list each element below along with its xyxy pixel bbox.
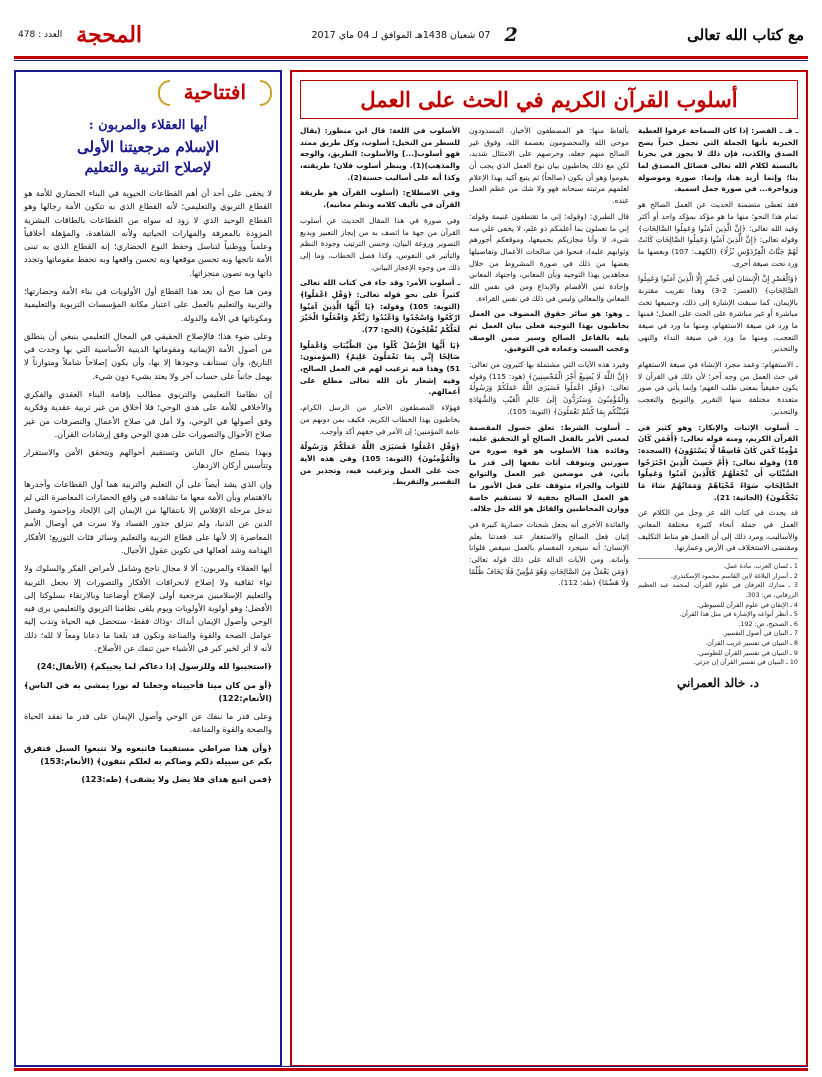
editorial-badge (24, 78, 272, 108)
article-footnotes (638, 558, 798, 668)
page-body (14, 70, 808, 1067)
paragraph: فهؤلاء المصطفون الأخيار من الرسل الكرام، يخاطبون بهذا الخطاب الكريم، فكيف بمن دونهم من عامة المؤمنين؛ إن الأمر في حقهم آكد وأوجب. (300, 403, 460, 436)
paragraph: بألفاظ منها: هو المصطفون الأخيار، المسدودون موحى الله والمحصومون بعصمة الله، وفوق غير الصالح منهم جعله، وحرصهم على الامتثال شديد، لكن مع ذلك يخاطبون بيان نوع العمل الذي يجب أن يقوموا وهو أن يكون (صالحاً) ثم يتبع أكيد بهذا الإعلام لعلمهم مرتبته سبحانه فهو ولا شك من عظم العمل عنده. (469, 126, 629, 206)
editorial-verse: ﴿أو من كان ميتا فأحييناه وجعلنا له نورا يمشي به في الناس﴾ (الأنعام:122) (24, 679, 272, 703)
footnote-item: 1 ـ لسان العرب، مادة عمل. (723, 562, 798, 571)
paragraph: فقد تعطى متضمنة الحديث عن العمل الصالح هو تمام هذا النحو؛ منها ما هو مؤكد بمؤكد واحد أو أكثر وقيد الله تعالى: ﴿إِنَّ الَّذِينَ آمَنُوا وَعَمِلُوا الصَّالِحَاتِ﴾ وقوله تعالى: ﴿إِنَّ الَّذِينَ آمَنُوا وَعَمِلُوا الصَّالِحَاتِ كَانَتْ لَهُمْ جَنَّاتُ الْفِرْدَوْسِ نُزُلًا﴾ (الكهف: 107) وبعضها ما ورد تحت صيغة أخرى. (638, 200, 798, 268)
editorial-title (24, 116, 272, 179)
paragraph: والفائدة الأخرى أنه يجعل شحنات حصارية كبيرة في إتيان فعل الصالح والاستغفار عند قعدتنا بعلم الإنسان؛ أنه سيجرد المقسام بالعمل سيقص قلوانا وأمانه. ومن الآيات الدالة على ذلك قوله تعالى: ﴿وَمَن يَعْمَلْ مِنَ الصَّالِحَاتِ وَهُوَ مُؤْمِنٌ فَلَا يَخَافُ ظُلْمًا وَلَا هَضْمًا﴾ (طه: 112). (469, 520, 629, 588)
editorial-verse: ﴿استجيبوا لله وللرسول إذا دعاكم لما يحييكم﴾ (الأنفال:24) (36, 661, 272, 672)
masthead (0, 12, 822, 58)
footnote-item: 2 ـ أسرار البلاغة لابن القاسم محمود الإسكندري. (670, 571, 798, 580)
footnote-item: 10 ـ التبيان في تفسير القرآن إن جزئي. (693, 658, 798, 667)
article-columns (300, 125, 798, 693)
masthead-right (687, 26, 804, 44)
paragraph: وعلى قدر ما ننفك عن الوحي وأصول الإيمان على قدر ما نفقد الحياة والصحة والقوة والمناعة. (24, 711, 272, 735)
article-title: أسلوب القرآن الكريم في الحث على العمل (360, 87, 738, 112)
editorial-verse: ﴿فمن اتبع هداي فلا يضل ولا يشقى﴾ (طه:123) (81, 774, 272, 785)
masthead-rule-red (14, 56, 808, 59)
paragraph: وإن الذي يشد أيضاً على أن التعليم والتربية هما أول القطاعات وأجدرها بالاهتمام وبأن الأمة معها ما تشاهده في واقع الحضارات المعاصرة التي لم تدخل مرحلة الإفلاس إلا بانتقالها من الإيمان إلى الإلحاد وبإحمود وفصل الدين عن الدنيا، ولم تنزلق جذور الفساد ولا سرت في أوصال الأمم المعاصرة إلا لأنها على قطاع التربية والتعليم وسائر فئات التوزيع؛ الأفكار الهدامة وشد أفعالها في تكوين عقول الأجيال. (24, 478, 272, 556)
footnote-item: 3 ـ مدارك العرفان في علوم القرآن، لمحمد عبد العظيم الزرقاني، ص: 303. (638, 581, 798, 599)
issue-number: العدد : 478 (18, 30, 63, 40)
paragraph: وبهذا ينصلح حال الناس وتستقيم أحوالهم ويتحقق الأمن والاستقرار وتتأسس أركان الازدهار. (24, 447, 272, 471)
footnote-item: 5 ـ أنظر أنواعه والإشارة في مثل هذا القرآن. (679, 610, 798, 619)
article-author: د. خالد العمراني (677, 675, 759, 690)
editorial-body (24, 187, 272, 787)
paragraph: ﴿يَا أَيُّهَا الرُّسُلُ كُلُوا مِنَ الطَّيِّبَاتِ وَاعْمَلُوا صَالِحًا إِنِّي بِمَا تَعْمَلُونَ عَلِيمٌ﴾ (المؤمنون: 51) وهذا فيه ترغيب لهم في العمل الصالح، وفيه إشعار بأن الله تعالى مطلع على أعمالهم. (300, 340, 460, 397)
footnote-item: 7 ـ البيان في أصول التفسير. (722, 629, 798, 638)
paragraph: ـ الاستفهام: وعمد مجرد الإنشاء في صيغة الاستفهام في حث العمل من وجه آخر؛ لأن ذلك في القرآن لا يكون حقيقياً بمعنى طلب الفهم؛ وإنما يأتي في صور متعددة مختلفة منها التقرير والتوبيخ والتعجب والتحذير. (638, 360, 798, 416)
paragraph: لا يخفى على أحد أن أهم القطاعات الحيوية في البناء الحضاري للأمة هو القطاع التربوي والتعليمي؛ لأنه القطاع الذي به تتكون الأمة رجالها وهو القطاع الوحيد الذي لا زود له سواه من القطاعات بالطاقات البشرية المزودة بالمعرفة والمهارات الحياتية ولأنه الشاهدة، والمؤهلة أخلاقياً وعلمياً ووطنياً لتناسل وحفظ النوع الحضاري؛ إنه القطاع الذي به تبنى الأمة ناتجها وبه تحسن موقعها وبه تحسن واقعها وبه تحفظ مقوماتها وتجدد ذاتها وبه تصون منجزاتها. (24, 188, 272, 278)
paragraph: ومن هنا صح أن يعد هذا القطاع أول الأولويات في بناء الأمة وحضارتها؛ والتربية والتعليم بالعمل على اعتبار مكانة المؤسسات التربوية والتعليمية ومكوناتها في الأمة والدولة. (24, 285, 272, 323)
footnote-item: 4 ـ الإتقان في علوم القرآن للسيوطي. (696, 600, 798, 609)
editorial-verse: ﴿وأن هذا صراطي مستقيما فاتبعوه ولا تتبعوا السبل فتفرق بكم عن سبيله ذلكم وصاكم به لعلكم تتقون﴾ (الأنعام:153) (24, 742, 272, 766)
paragraph: وعلى ضوء هذا؛ فالإصلاح الحقيقي في المجال التعليمي ينبغي أن ينطلق من أصول الأمة الإيمانية ومقوماتها الدينية الأساسية التي بها وجدت في التاريخ، وأن تستأنف وجودها إلا بها، وأن يكون إصلاحاً شاملاً ومتوازناً لا يهمل جانباً على حساب آخر ولا يعتد بشيء دون شيء. (24, 330, 272, 381)
newspaper-logo: المحجة (76, 22, 143, 48)
paragraph: ـ أسلوب الإثبات والإنكار: وهو كثير في القرآن الكريم، ومنه قوله تعالى: ﴿أَفَمَن كَانَ مُؤْمِنًا كَمَن كَانَ فَاسِقًا لَّا يَسْتَوُونَ﴾ (السجدة: 18) وقوله تعالى: ﴿أَمْ حَسِبَ الَّذِينَ اجْتَرَحُوا السَّيِّئَاتِ أَن نَّجْعَلَهُمْ كَالَّذِينَ آمَنُوا وَعَمِلُوا الصَّالِحَاتِ سَوَاءً مَّحْيَاهُمْ وَمَمَاتُهُمْ سَاءَ مَا يَحْكُمُونَ﴾ (الجاثية: 21). (638, 422, 798, 502)
editorial-badge-label: افتتاحية (183, 80, 246, 104)
paragraph: الأسلوب في اللغة: قال ابن منظور: (يقال للسطر من النخيل: أسلوب، وكل طريق ممتد فهو أسلوب[...] والأسلوب: الطريق، والوجه والمذهب)(1). وينظر أسلوب فلان؛ طريقته، وكذا أنه على أساليب حسنة(2). (300, 126, 460, 182)
issue-date: 07 شعبان 1438هـ الموافق لـ 04 ماي 2017 (311, 29, 491, 41)
masthead-bismillah: مع كتاب الله تعالى (687, 26, 804, 44)
editorial-title-line-3: لإصلاح التربية والتعليم (84, 160, 212, 176)
article-column-1 (638, 125, 798, 693)
paragraph: قد يحدث في كتاب الله عز وجل من الكلام عن العمل في جملة أنحاء كثيرة مختلفة المعاني والأساليب، ومرد ذلك إلى أن العمل هو مناط التكليف ومقتضى الاستخلاف في الأرض وعمارتها. (638, 508, 798, 553)
footnote-item: 6 ـ الصحيح، ص: 192. (738, 619, 798, 628)
editorial-title-line-2: الإسلام مرجعيتنا الأولى (77, 137, 219, 156)
article-column-2 (469, 125, 629, 693)
paragraph: ﴿وَالْعَصْرِ إِنَّ الْإِنسَانَ لَفِي خُسْرٍ إِلَّا الَّذِينَ آمَنُوا وَعَمِلُوا الصَّالِحَاتِ﴾ (العصر: 2-3) وهذا تقريب مقترنة بالإيمان، كما سبقت الإشارة إلى ذلك، وجميعها تحث مباشرة أو غير مباشرة على الحث على العمل؛ فمنها ما ورد في صيغة الاستفهام، ومنها ما ورد في صيغة التعجب، ومنها ما ورد في صيغة النداء والنهي والتحذير. (638, 274, 798, 354)
paragraph: ـ وهو: هو سائر حقوق المضوف من العمل بخاطبون بهذا التوجيه فعلى بيان العمل ثم يليه بالفاعل الصالح وسير ضمن الوصف وعجب السبت وعماده في التوفيق. (469, 309, 629, 354)
paragraph: أيها العقلاء والمربون: ألا لا مجال ناجح وشامل لأمراض الفكر والسلوك ولا تواء ثقافية ولا إصلاح لانحرافات الأفكار والتصورات إلا بجعل التربية والتعليم الإسلاميين مرجعية أولى لإصلاح أوضاعنا وبالارتقاء بسلوكنا إلى الأفضل؛ وهو أولوية الأولويات ويوم يلقى نظامنا التربوي والتعليمي يرى فيه الوحي وأصول الإيمان أنداك -وذاك فقط- ستحصل فيه الحياة وتدب إليه عوامل الصحة والقوة والمناعة ونكون قد بلغنا ما دعانا ومعاً لا لله؛ ذلك لأنه لا أثر لخير كبر في الأشياء حين تنفك عن الأصلاح. (24, 563, 272, 653)
page-number: 2 (504, 24, 518, 46)
paragraph: ـ أسلوب الأمر: وقد جاء في كتاب الله تعالى كثيراً على نحو قوله تعالى: ﴿وَقُلِ اعْمَلُوا﴾ (التوبة: 105) وقوله: ﴿يَا أَيُّهَا الَّذِينَ آمَنُوا ارْكَعُوا وَاسْجُدُوا وَاعْبُدُوا رَبَّكُمْ وَافْعَلُوا الْخَيْرَ لَعَلَّكُمْ تُفْلِحُونَ﴾ (الحج: 77). (300, 278, 460, 334)
article-header (300, 80, 798, 119)
footer-rule-red (14, 1068, 808, 1071)
paragraph: ﴿وَقُلِ اعْمَلُوا فَسَيَرَى اللَّهُ عَمَلَكُمْ وَرَسُولُهُ وَالْمُؤْمِنُونَ﴾ (التوبة: 105) وفي هذه الآية حث على العمل وترغيب فيه، وتحذير من التقصير والتفريط. (300, 442, 460, 487)
footnote-item: 9 ـ التبيان في تفسير القرآن للطوسي. (696, 648, 798, 657)
paragraph: ـ قـ ـ الفصر: إذا كان السماحة عرفوا العطية الخيرية بأنها الجملة التي تحمل خبراً يصح الصدق والكذب، فإن ذلك لا يجوز في بحرنا بالنسبة لكلام الله تعالى فضائل المصدق لما بنا؛ وإنما أريد هنا، وإنما: صورة وموصولة وزواجرة... في صورة جمل اسمية. (638, 126, 798, 194)
article-column-3 (300, 125, 460, 693)
paragraph: وفيرد هذه الآيات التي مشتملة بها كثيرون من تعالى: ﴿إِنَّ اللَّهَ لَا يُضِيعُ أَجْرَ الْمُحْسِنِينَ﴾ (هود: 115) وقوله تعالى: ﴿وَقُلِ اعْمَلُوا فَسَيَرَى اللَّهُ عَمَلَكُمْ وَرَسُولُهُ وَالْمُؤْمِنُونَ وَسَتُرَدُّونَ إِلَىٰ عَالِمِ الْغَيْبِ وَالشَّهَادَةِ فَيُنَبِّئُكُم بِمَا كُنتُمْ تَعْمَلُونَ﴾ (التوبة: 105). (469, 360, 629, 416)
footer-rule-blue (14, 1066, 808, 1067)
paragraph: وفي الاصطلاح: (أسلوب القرآن هو طريقة القرآن في تأليف كلامه ونظم معانيه). (300, 188, 460, 210)
footnote-item: 8 ـ التبيان في تفسير غريب القرآن. (705, 638, 798, 647)
paragraph: وفي صورة في هذا المقال الحديث عن أسلوب القرآن من جهة ما اتصف به من إيجاز التعبير وبديع التصوير وروعة البيان، وحسن الترتيب وجودة النظم والتأثير في النفوس، وكذا فصل الخطاب، وما إلى ذلك من وجوه الإعجاز البياني. (300, 215, 460, 272)
paragraph: إن نظامنا التعليمي والتربوي مطالب بإقامة البناء العقدي والفكري والأخلاقي للأمة على هدي الوحي؛ فلا أخلاق من غير تربية عقدية وفكرية وفق أصولها في الوحي، ولا أمل في صلاح الأعمال والتصرفات من غير صلاح الأحوال والتصورات على هدي الوحي وفق إرشادات القرآن. (24, 388, 272, 439)
paragraph: قال الطبري: (وقوله: إني ما تقتطفون غنيمة وقوله: إني ما تعملون بما أعلمكم ذو علم، لا يخفى علي منه شيء، لا وأنا مجازيكم بجميعها، وموقعكم أجورهم وثوابهم عليه)، فنحوا في صالحات الأعمال وتفاصيلها بعضها من ذلك في صورة المشروط من خلال مجاهدين بهذا التوجيه وبأن المعاني، واجتهاد المعاني وإجادة ثمن الأقصام والإبداع ومن في نفس الله المعاني والمعالي وليس في ذلك في نفس القراءة. (469, 211, 629, 303)
masthead-rule-blue (14, 60, 808, 61)
paragraph: ـ أسلوب الشرط: تعلق حصول المقصمة لمعنى الأمر بالفعل الصالح أو التحقيق عليه، وفائدة هذا الأسلوب هو قوة صورة من صورتين ويتوقف أثاث نفعها إلى قدر ما يأتي، في موضعين غير العمل والتوابع للثواب والجزاء متوقف على فعل الأمور ما هو العمل الصالح بخفية لا تستقيم خاصة ووازن المخاطبين والقائل هو الله جل جلاله. (469, 422, 629, 514)
article-panel (290, 70, 808, 1067)
editorial-title-line-1: أيها العقلاء والمربون : (88, 118, 208, 133)
editorial-panel (14, 70, 282, 1067)
